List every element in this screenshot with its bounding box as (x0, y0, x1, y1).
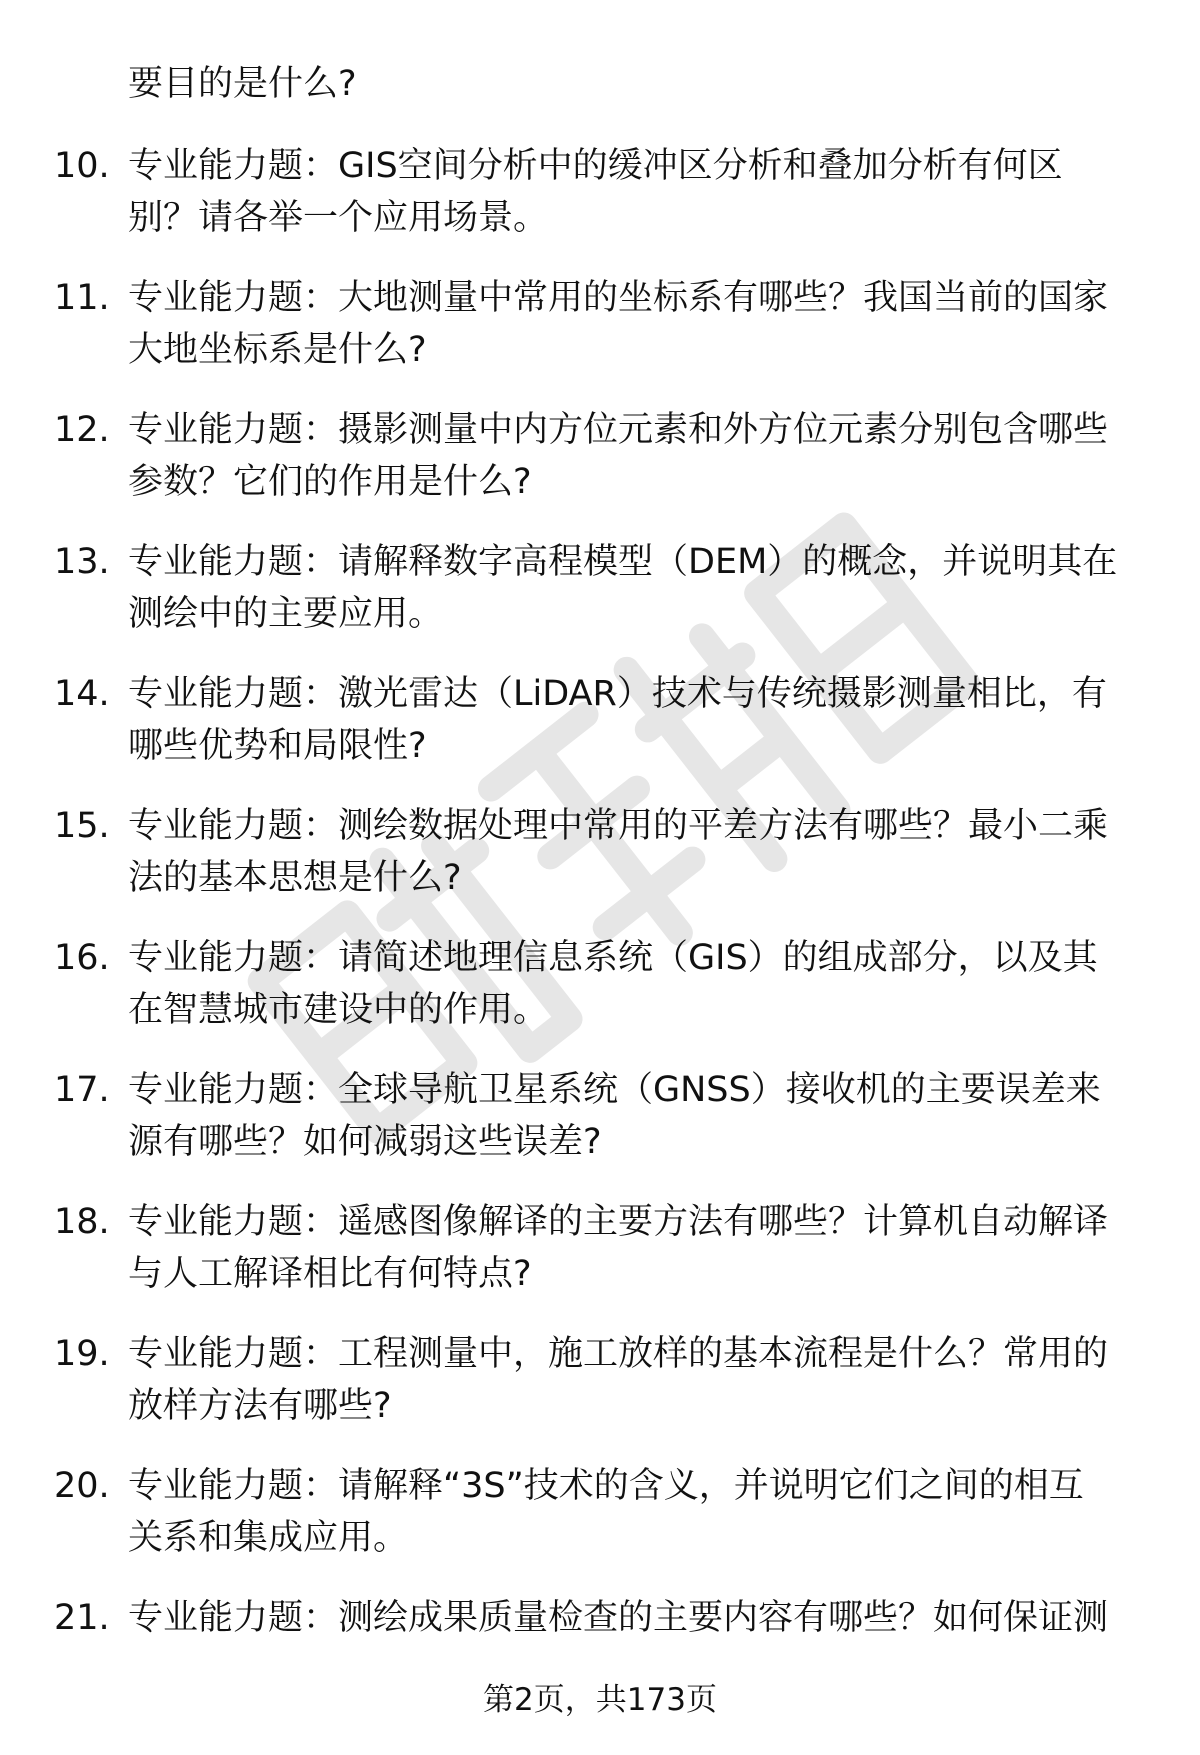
question-line: 关系和集成应用。 (128, 1518, 409, 1558)
question-number: 19. (54, 1334, 110, 1374)
question-line: 专业能力题：大地测量中常用的坐标系有哪些？我国当前的国家 (128, 278, 1109, 318)
question-number: 15. (54, 806, 110, 846)
question-number: 21. (54, 1598, 110, 1638)
question-line: 专业能力题：遥感图像解译的主要方法有哪些？计算机自动解译 (128, 1202, 1109, 1242)
question-number: 18. (54, 1202, 110, 1242)
page-number-footer: 第2页，共173页 (483, 1682, 717, 1718)
question-line: 专业能力题：请解释“3S”技术的含义，并说明它们之间的相互 (128, 1466, 1084, 1506)
question-number: 11. (54, 278, 110, 318)
question-line: 哪些优势和局限性? (128, 726, 427, 766)
question-line: 专业能力题：GIS空间分析中的缓冲区分析和叠加分析有何区 (128, 146, 1063, 186)
question-text (128, 800, 1148, 904)
question-list (0, 140, 1200, 1724)
question-line: 专业能力题：激光雷达（LiDAR）技术与传统摄影测量相比，有 (128, 674, 1107, 714)
question-line: 测绘中的主要应用。 (128, 594, 444, 634)
question-item (0, 668, 1200, 800)
question-number: 14. (54, 674, 110, 714)
question-text (128, 536, 1148, 640)
question-text (128, 1592, 1148, 1644)
question-text (128, 932, 1148, 1036)
question-line: 与人工解译相比有何特点? (128, 1254, 532, 1294)
continued-question-text: 要目的是什么? (128, 64, 357, 104)
question-item (0, 1196, 1200, 1328)
question-line: 专业能力题：测绘成果质量检查的主要内容有哪些？如何保证测 (128, 1598, 1109, 1638)
question-item (0, 1460, 1200, 1592)
question-number: 16. (54, 938, 110, 978)
question-number: 17. (54, 1070, 110, 1110)
question-line: 参数？它们的作用是什么? (128, 462, 532, 502)
question-line: 专业能力题：测绘数据处理中常用的平差方法有哪些？最小二乘 (128, 806, 1109, 846)
question-text (128, 668, 1148, 772)
question-item (0, 800, 1200, 932)
question-item (0, 1328, 1200, 1460)
question-text (128, 404, 1148, 508)
question-text (128, 1460, 1148, 1564)
question-number: 13. (54, 542, 110, 582)
question-text (128, 1064, 1148, 1168)
question-line: 大地坐标系是什么? (128, 330, 427, 370)
question-line: 法的基本思想是什么? (128, 858, 462, 898)
question-line: 专业能力题：摄影测量中内方位元素和外方位元素分别包含哪些 (128, 410, 1109, 450)
question-item (0, 536, 1200, 668)
question-line: 专业能力题：请简述地理信息系统（GIS）的组成部分，以及其 (128, 938, 1098, 978)
question-number: 10. (54, 146, 110, 186)
question-text (128, 1196, 1148, 1300)
question-number: 20. (54, 1466, 110, 1506)
question-line: 在智慧城市建设中的作用。 (128, 990, 549, 1030)
question-item (0, 404, 1200, 536)
question-item (0, 272, 1200, 404)
question-line: 专业能力题：请解释数字高程模型（DEM）的概念，并说明其在 (128, 542, 1118, 582)
question-line: 放样方法有哪些? (128, 1386, 392, 1426)
question-text (128, 140, 1148, 244)
question-item (0, 932, 1200, 1064)
question-line: 专业能力题：工程测量中，施工放样的基本流程是什么？常用的 (128, 1334, 1109, 1374)
question-text (128, 1328, 1148, 1432)
question-item (0, 140, 1200, 272)
question-item (0, 1064, 1200, 1196)
question-line: 源有哪些？如何减弱这些误差? (128, 1122, 602, 1162)
question-line: 专业能力题：全球导航卫星系统（GNSS）接收机的主要误差来 (128, 1070, 1101, 1110)
question-number: 12. (54, 410, 110, 450)
question-text (128, 272, 1148, 376)
question-line: 别？请各举一个应用场景。 (128, 198, 549, 238)
